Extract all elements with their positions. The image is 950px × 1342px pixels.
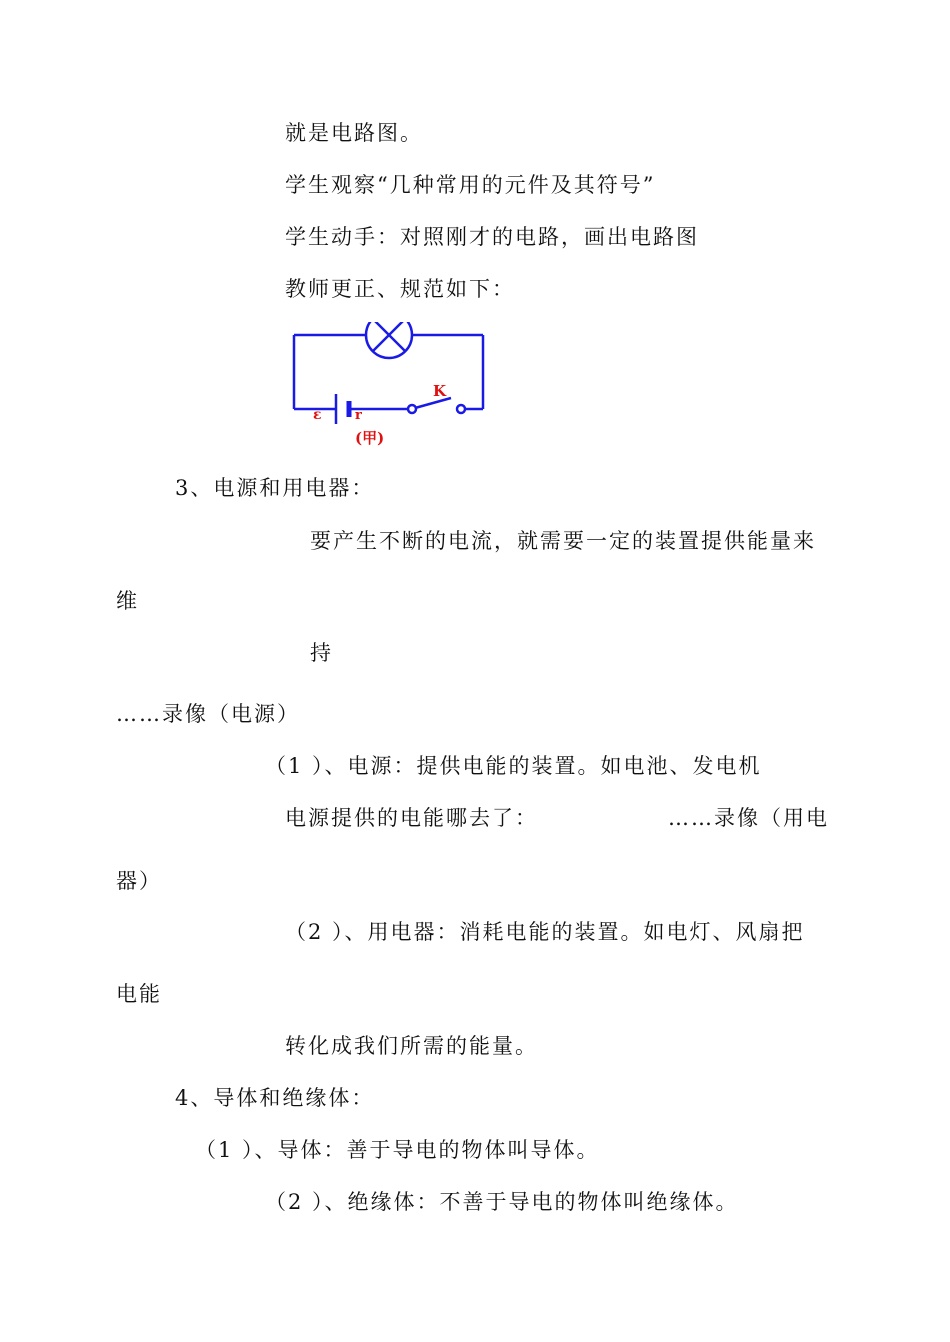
line-13: （2 ）、用电器：消耗电能的装置。如电灯、风扇把 <box>285 920 805 944</box>
line-2: 学生观察“几种常用的元件及其符号” <box>285 173 656 197</box>
circuit-diagram <box>285 322 495 450</box>
line-1: 就是电路图。 <box>285 121 423 145</box>
diagram-caption: (甲) <box>355 429 385 447</box>
line-7: 维 <box>116 589 139 613</box>
line-11b: ……录像（用电 <box>668 806 829 830</box>
line-9: ……录像（电源） <box>116 702 300 726</box>
switch-icon <box>408 398 465 413</box>
line-15: 转化成我们所需的能量。 <box>285 1034 538 1058</box>
resistance-label: r <box>355 408 362 423</box>
line-6: 要产生不断的电流，就需要一定的装置提供能量来 <box>310 529 816 553</box>
switch-label: K <box>433 382 447 400</box>
line-18: （2 ）、绝缘体：不善于导电的物体叫绝缘体。 <box>265 1190 739 1214</box>
line-8: 持 <box>310 641 333 665</box>
circuit-svg <box>285 322 495 450</box>
line-3: 学生动手：对照刚才的电路，画出电路图 <box>285 225 699 249</box>
line-12: 器） <box>116 869 162 893</box>
line-11a: 电源提供的电能哪去了： <box>285 806 538 830</box>
line-17: （1 ）、导体：善于导电的物体叫导体。 <box>195 1138 600 1162</box>
line-5: 3、电源和用电器： <box>175 476 375 500</box>
line-16: 4、导体和绝缘体： <box>175 1086 375 1110</box>
line-10: （1 ）、电源：提供电能的装置。如电池、发电机 <box>265 754 762 778</box>
lamp-icon <box>366 322 412 358</box>
battery-icon <box>336 394 349 424</box>
emf-label: ε <box>313 407 322 423</box>
line-4: 教师更正、规范如下： <box>285 277 515 301</box>
line-14: 电能 <box>116 982 162 1006</box>
